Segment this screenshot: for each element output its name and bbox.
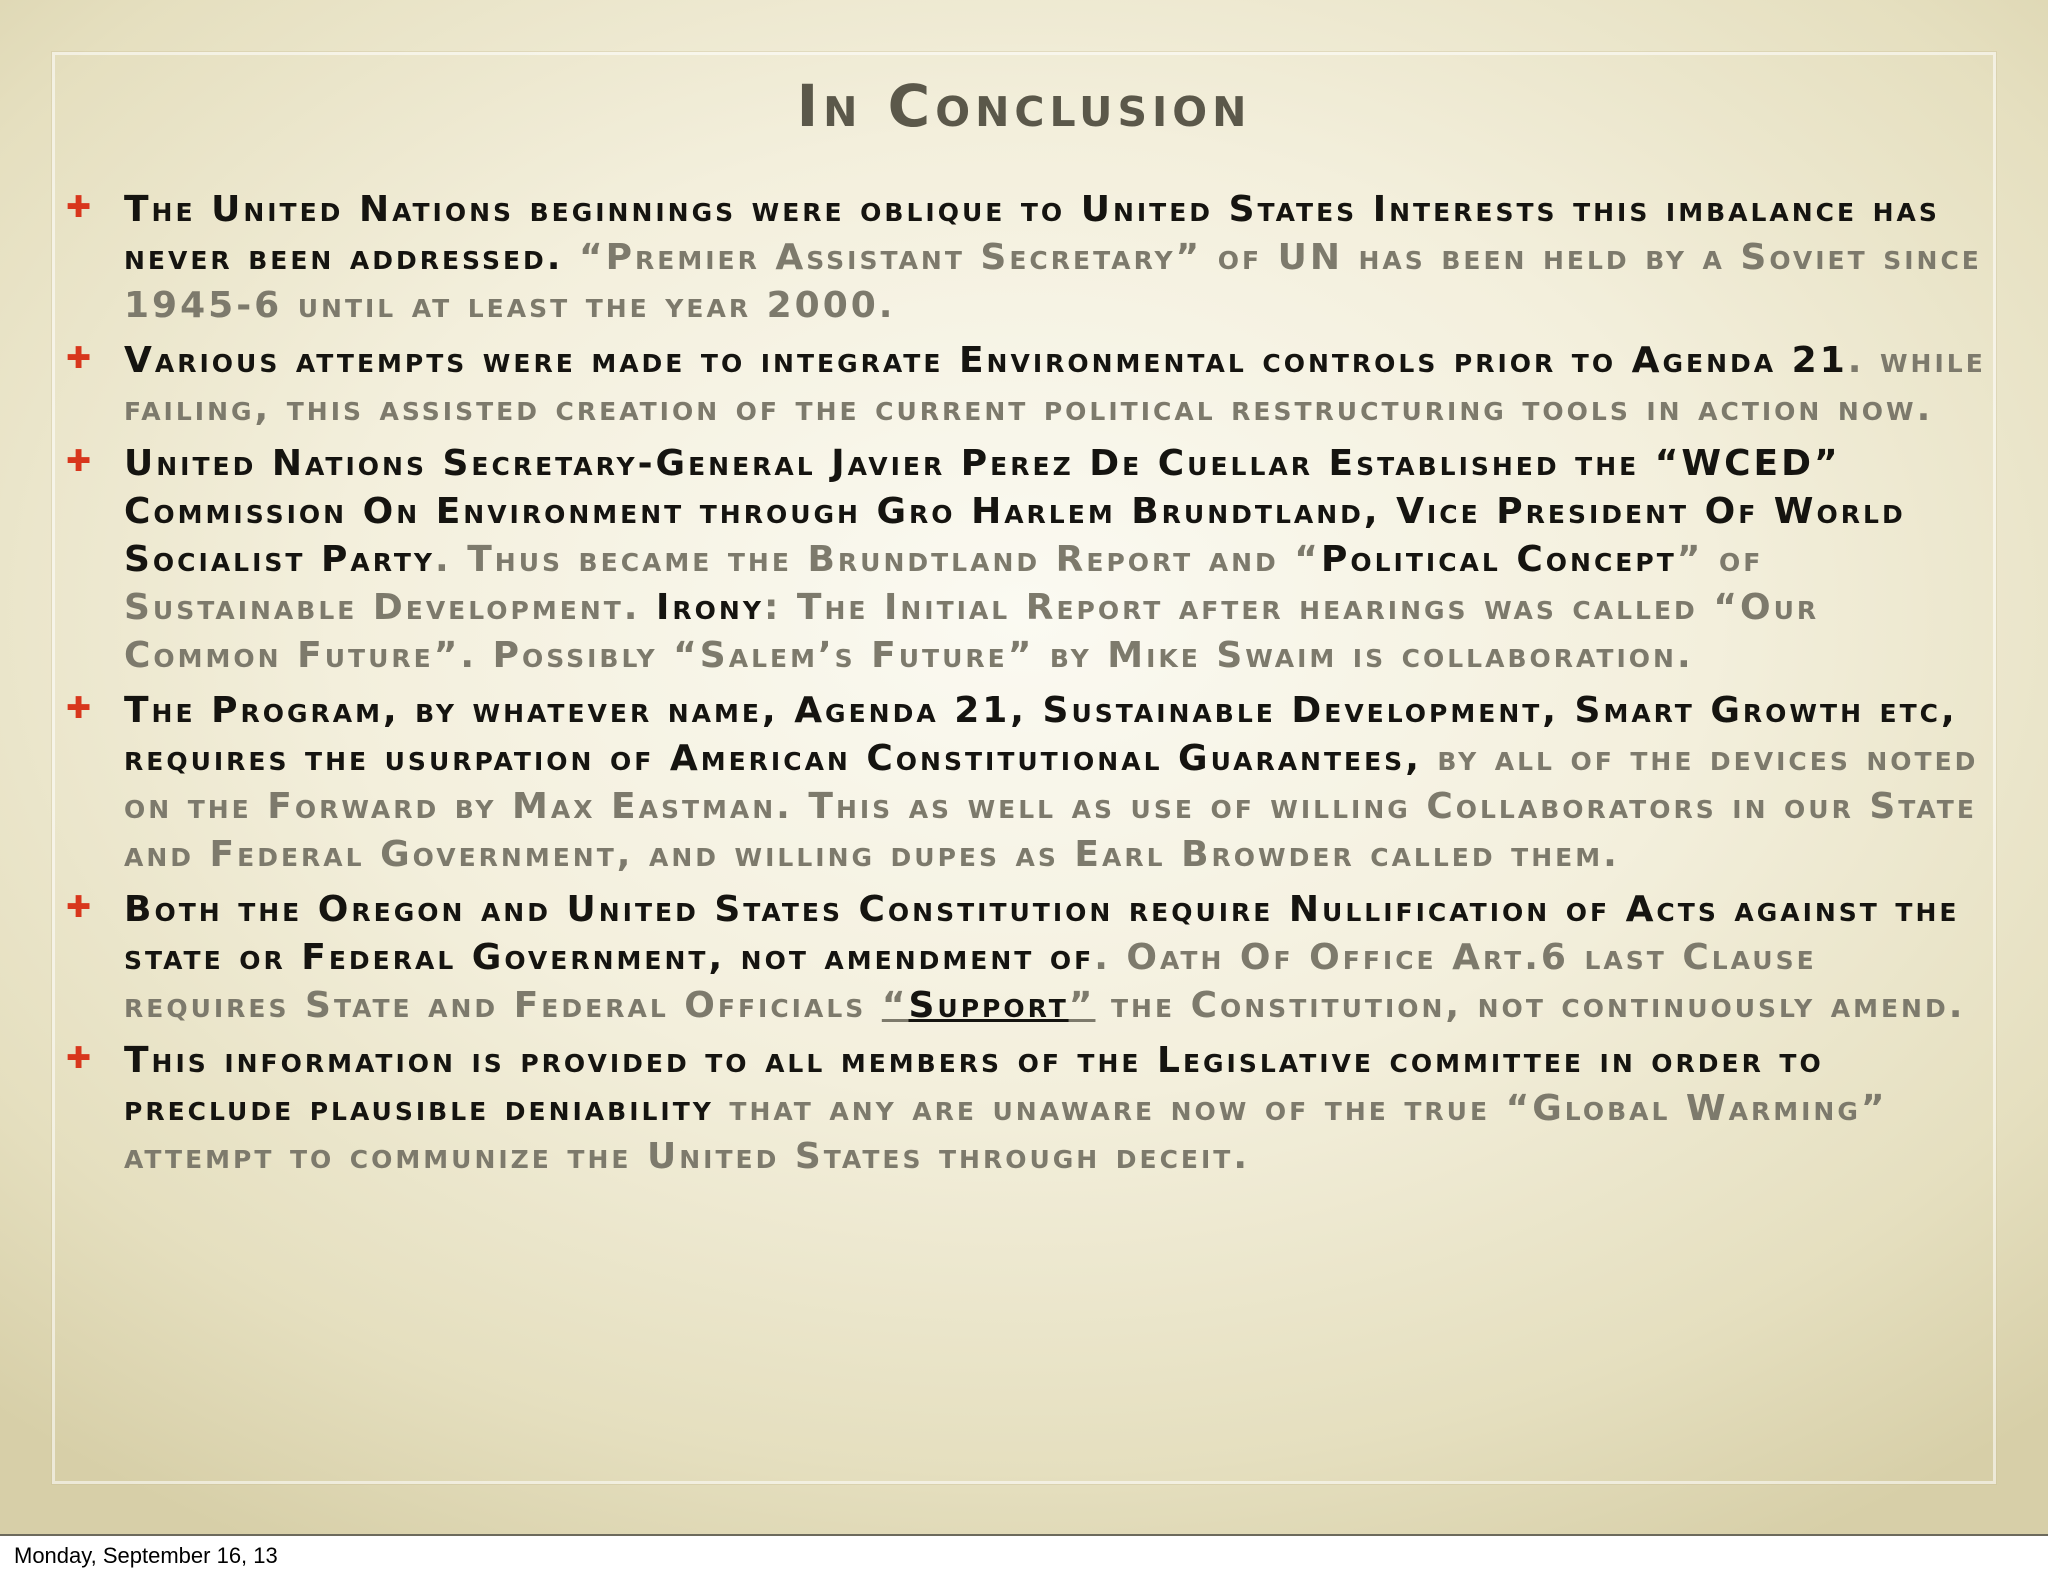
cross-bullet-icon: ✚ <box>66 444 92 479</box>
bullet-text-segment: Support <box>908 985 1069 1026</box>
bullet-text-segment: . while failing, this assisted creation of the current political restructuring tools in action now. <box>124 340 1986 429</box>
cross-bullet-icon: ✚ <box>66 691 92 726</box>
bullet-text-segment: Political Concept <box>1320 539 1677 580</box>
slide-title: In Conclusion <box>796 72 1252 140</box>
bullet-text-segment: by all of the devices noted on the Forward by Max Eastman. This as well as use of willing Collaborators in our State and Federal Government, and willing dupes as Earl Browder called them. <box>124 738 1979 875</box>
bullet-text-segment: . Oath Of Office Art.6 last Clause requires State and Federal Officials <box>124 937 1817 1026</box>
bullet-text-segment: : The Initial Report after hearings was called “Our Common Future”. Possibly “Salem’s Future” by Mike Swaim is collaboration. <box>124 587 1820 676</box>
cross-bullet-icon: ✚ <box>66 890 92 925</box>
footer-date: Monday, September 16, 13 <box>14 1543 278 1568</box>
bullet-text <box>124 186 1986 330</box>
bullet-text <box>124 440 1986 680</box>
bullet-text-segment: United Nations Secretary-General Javier Perez De Cuellar Established the “WCED” Commission On Environment through Gro Harlem Brundtland, Vice President Of World Socialist Party <box>124 443 1906 580</box>
bullet-text-segment: . Thus became the Brundtland Report and “ <box>435 539 1321 580</box>
bullet-item <box>66 687 1986 879</box>
bullet-text <box>124 687 1986 879</box>
bullet-text <box>124 1037 1986 1181</box>
bullet-item <box>66 440 1986 680</box>
bullet-item <box>66 337 1986 433</box>
bullet-text <box>124 337 1986 433</box>
bullet-list <box>66 186 1986 1188</box>
bullet-text-segment: Various attempts were made to integrate Environmental controls prior to Agenda 21 <box>124 340 1848 381</box>
cross-bullet-icon: ✚ <box>66 190 92 225</box>
bullet-text-segment: that any are unaware now of the true “Global Warming” attempt to communize the United States through deceit. <box>124 1088 1888 1177</box>
cross-bullet-icon: ✚ <box>66 341 92 376</box>
cross-bullet-icon: ✚ <box>66 1041 92 1076</box>
bullet-item <box>66 186 1986 330</box>
bullet-text-segment: The United Nations beginnings were oblique to United States Interests this imbalance has never been addressed. <box>124 189 1940 278</box>
bullet-text-segment: The Program, by whatever name, Agenda 21, Sustainable Development, Smart Growth etc, requires the usurpation of American Constitutional Guarantees, <box>124 690 1958 779</box>
bullet-text-segment: ” <box>1068 985 1096 1026</box>
bullet-text-segment: “ <box>881 985 909 1026</box>
bullet-item <box>66 1037 1986 1181</box>
bullet-text-segment: Irony <box>656 587 764 628</box>
bullet-text-segment: Both the Oregon and United States Constitution require Nullification of Acts against the state or Federal Government, not amendment of <box>124 889 1960 978</box>
bullet-text <box>124 886 1986 1030</box>
bullet-text-segment: ” of Sustainable Development. <box>124 539 1764 628</box>
bullet-item <box>66 886 1986 1030</box>
bullet-text-segment: “Premier Assistant Secretary” of UN has been held by a Soviet since 1945-6 until at least the year 2000. <box>124 237 1982 326</box>
bullet-text-segment: This information is provided to all members of the Legislative committee in order to preclude plausible deniability <box>124 1040 1824 1129</box>
bullet-text-segment: the Constitution, not continuously amend. <box>1095 985 1966 1026</box>
